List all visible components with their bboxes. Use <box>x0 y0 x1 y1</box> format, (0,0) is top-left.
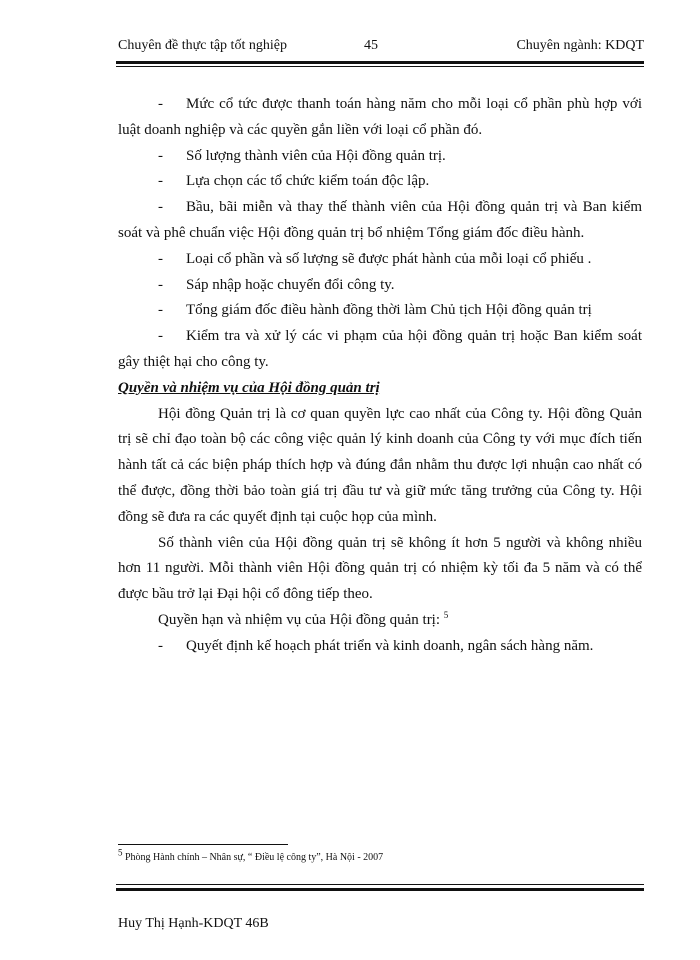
header-rule-thin <box>116 66 644 67</box>
list-item: - Loại cổ phần và số lượng sẽ được phát hành của mỗi loại cổ phiếu . <box>158 250 592 267</box>
header-title: Chuyên đề thực tập tốt nghiệp <box>118 38 287 53</box>
footnote-separator <box>118 844 288 845</box>
footnote-ref: 5 <box>443 609 449 620</box>
list-item: - Mức cổ tức được thanh toán hàng năm cho mỗi loại cổ phần phù hợp với luật doanh nghiệp và các quyền gắn liền với loại cổ phần đó. <box>118 96 642 138</box>
footnote <box>118 847 384 863</box>
paragraph: Hội đồng Quản trị là cơ quan quyền lực cao nhất của Công ty. Hội đồng Quản trị sẽ chỉ đạo toàn bộ các công việc quản lý kinh doanh của Công ty với mục đích tiến hành tất cả các biện pháp thích hợp và đúng đắn nhằm thu được lợi nhuận cao nhất có thể được, đồng thời bảo toàn giá trị đầu tư và giữ mức tăng trưởng của Công ty. Hội đồng sẽ đưa ra các quyết định tại cuộc họp của mình. <box>118 405 642 525</box>
body-text <box>118 92 642 660</box>
list-item: - Lựa chọn các tổ chức kiểm toán độc lập. <box>158 173 430 190</box>
page-number: 45 <box>364 38 378 53</box>
header-rule-thick <box>116 61 644 64</box>
footer-rule-thin <box>116 884 644 885</box>
list-item: - Sáp nhập hoặc chuyển đổi công ty. <box>158 276 395 293</box>
footer-rule-thick <box>116 888 644 891</box>
list-item: - Tổng giám đốc điều hành đồng thời làm Chủ tịch Hội đồng quản trị <box>158 302 592 319</box>
list-item: - Kiểm tra và xử lý các vi phạm của hội đồng quản trị hoặc Ban kiểm soát gây thiệt hại cho công ty. <box>118 328 642 370</box>
list-item: - Quyết định kế hoạch phát triển và kinh doanh, ngân sách hàng năm. <box>158 637 594 654</box>
footnote-text: Phòng Hành chính – Nhân sự, “ Điều lệ công ty”, Hà Nội - 2007 <box>125 852 384 863</box>
footnote-number: 5 <box>118 847 123 858</box>
list-item: - Số lượng thành viên của Hội đồng quản trị. <box>158 147 446 164</box>
header-major: Chuyên ngành: KDQT <box>516 38 644 53</box>
powers-intro: Quyền hạn và nhiệm vụ của Hội đồng quản trị: $^5$ <box>158 609 449 628</box>
page-footer: Huy Thị Hạnh-KDQT 46B <box>118 916 269 931</box>
paragraph: Số thành viên của Hội đồng quản trị sẽ không ít hơn 5 người và không nhiều hơn 11 người. Mỗi thành viên Hội đồng quản trị có nhiệm kỳ tối đa 5 năm và có thể được bầu trở lại Đại hội cổ đông tiếp theo. <box>118 534 642 603</box>
list-item: - Bầu, bãi miễn và thay thế thành viên của Hội đồng quản trị và Ban kiểm soát và phê chuẩn việc Hội đồng quản trị bổ nhiệm Tổng giám đốc điều hành. <box>118 199 642 241</box>
section-heading: Quyền và nhiệm vụ của Hội đồng quản trị <box>118 379 380 396</box>
page-header <box>118 38 644 58</box>
